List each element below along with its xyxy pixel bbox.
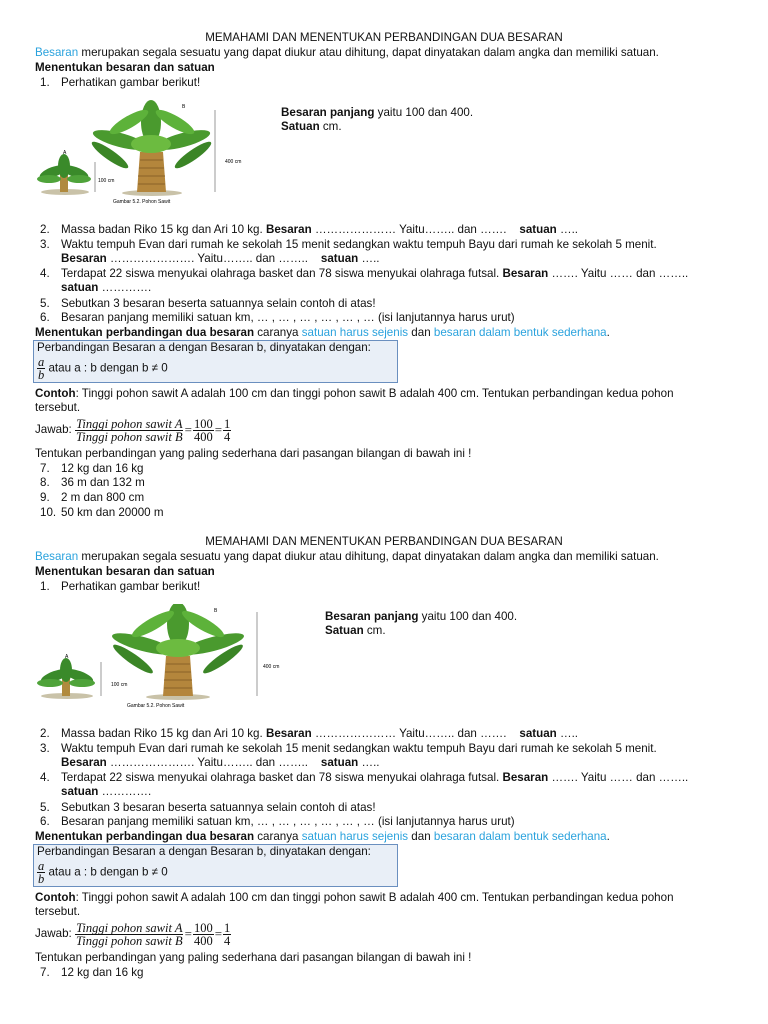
item-2: 2. Massa badan Riko 15 kg dan Ari 10 kg. Besaran ………………… Yaitu…….. dan ……. satuan ….. bbox=[40, 223, 579, 236]
exercise-item: 8. 36 m dan 132 m bbox=[40, 476, 145, 489]
intro-paragraph: Besaran merupakan segala sesuatu yang dapat diukur atau dihitung, dapat dinyatakan dalam angka dan memiliki satuan. bbox=[35, 550, 659, 563]
definition-box: Perbandingan Besaran a dengan Besaran b, dinyatakan dengan: $\frac{a}{b}$ atau a : b dengan b ≠ 0 bbox=[33, 844, 398, 887]
answer-line-1: Besaran panjang yaitu 100 dan 400. bbox=[281, 106, 474, 119]
intro-term: Besaran bbox=[35, 46, 79, 59]
page-title: MEMAHAMI DAN MENENTUKAN PERBANDINGAN DUA BESARAN bbox=[205, 31, 563, 44]
item-6: 6. Besaran panjang memiliki satuan km, … , … , … , … , … , … (isi lanjutannya harus urut) bbox=[40, 311, 515, 324]
item-4: 4. Terdapat 22 siswa menyukai olahraga basket dan 78 siswa menyukai olahraga futsal. Besaran ……. Yaitu …… dan …….. bbox=[40, 267, 689, 280]
answer-equation: Jawab: $\frac{\text{Tinggi pohon sawit A}}{\text{Tinggi pohon sawit B}}$ = $\frac{100}{400}$ = $\frac{1}{4}$ bbox=[35, 920, 231, 948]
item-4-cont: satuan …………. bbox=[61, 281, 152, 294]
item-1: 1. Perhatikan gambar berikut! bbox=[40, 76, 201, 89]
label-b: B bbox=[214, 608, 218, 614]
answer-equation: Jawab: $\frac{\text{Tinggi pohon sawit A}}{\text{Tinggi pohon sawit B}}$ = $\frac{100}{400}$ = $\frac{1}{4}$ bbox=[35, 416, 231, 444]
label-a: A bbox=[65, 654, 69, 660]
exercise-item: 7. 12 kg dan 16 kg bbox=[40, 966, 144, 979]
subheading: Menentukan besaran dan satuan bbox=[35, 565, 215, 578]
definition-box: Perbandingan Besaran a dengan Besaran b, dinyatakan dengan: $\frac{a}{b}$ atau a : b dengan b ≠ 0 bbox=[33, 340, 398, 383]
item-3: 3. Waktu tempuh Evan dari rumah ke sekolah 15 menit sedangkan waktu tempuh Bayu dari rumah ke sekolah 5 menit. bbox=[40, 742, 657, 755]
exercise-intro: Tentukan perbandingan yang paling sederhana dari pasangan bilangan di bawah ini ! bbox=[35, 951, 472, 964]
exercise-item: 10. 50 km dan 20000 m bbox=[40, 506, 164, 519]
dimension-b: 400 cm bbox=[225, 159, 242, 165]
item-4-cont: satuan …………. bbox=[61, 785, 152, 798]
exercise-item: 7. 12 kg dan 16 kg bbox=[40, 462, 144, 475]
item-1: 1. Perhatikan gambar berikut! bbox=[40, 580, 201, 593]
ratio-heading: Menentukan perbandingan dua besaran caranya satuan harus sejenis dan besaran dalam bentuk sederhana. bbox=[35, 326, 610, 339]
item-3-cont: Besaran …………………. Yaitu…….. dan …….. satuan ….. bbox=[61, 252, 380, 265]
example-cont: tersebut. bbox=[35, 905, 81, 918]
item-4: 4. Terdapat 22 siswa menyukai olahraga basket dan 78 siswa menyukai olahraga futsal. Besaran ……. Yaitu …… dan …….. bbox=[40, 771, 689, 784]
fraction-a-over-b: $\frac{a}{b}$ bbox=[38, 859, 45, 886]
example-cont: tersebut. bbox=[35, 401, 81, 414]
intro-paragraph: Besaran merupakan segala sesuatu yang dapat diukur atau dihitung, dapat dinyatakan dalam angka dan memiliki satuan. bbox=[35, 46, 659, 59]
page-title: MEMAHAMI DAN MENENTUKAN PERBANDINGAN DUA BESARAN bbox=[205, 535, 563, 548]
item-3-cont: Besaran …………………. Yaitu…….. dan …….. satuan ….. bbox=[61, 756, 380, 769]
answer-line-2: Satuan cm. bbox=[325, 624, 386, 637]
example: Contoh: Tinggi pohon sawit A adalah 100 cm dan tinggi pohon sawit B adalah 400 cm. Tentukan perbandingan kedua pohon bbox=[35, 891, 674, 904]
label-b: B bbox=[182, 104, 186, 110]
exercise-intro: Tentukan perbandingan yang paling sederhana dari pasangan bilangan di bawah ini ! bbox=[35, 447, 472, 460]
intro-term: Besaran bbox=[35, 550, 79, 563]
fraction-a-over-b: $\frac{a}{b}$ bbox=[38, 355, 45, 382]
item-2: 2. Massa badan Riko 15 kg dan Ari 10 kg. Besaran ………………… Yaitu…….. dan ……. satuan ….. bbox=[40, 727, 579, 740]
palm-tree-figure bbox=[35, 604, 295, 712]
worksheet-section-2 bbox=[0, 504, 768, 1024]
example: Contoh: Tinggi pohon sawit A adalah 100 cm dan tinggi pohon sawit B adalah 400 cm. Tentukan perbandingan kedua pohon bbox=[35, 387, 674, 400]
ratio-heading: Menentukan perbandingan dua besaran caranya satuan harus sejenis dan besaran dalam bentuk sederhana. bbox=[35, 830, 610, 843]
answer-line-1: Besaran panjang yaitu 100 dan 400. bbox=[325, 610, 518, 623]
item-3: 3. Waktu tempuh Evan dari rumah ke sekolah 15 menit sedangkan waktu tempuh Bayu dari rumah ke sekolah 5 menit. bbox=[40, 238, 657, 251]
dimension-a: 100 cm bbox=[111, 682, 128, 688]
dimension-b: 400 cm bbox=[263, 664, 280, 670]
item-5: 5. Sebutkan 3 besaran beserta satuannya selain contoh di atas! bbox=[40, 801, 376, 814]
answer-line-2: Satuan cm. bbox=[281, 120, 342, 133]
figure-caption: Gambar 5.2. Pohon Sawit bbox=[113, 199, 171, 205]
dimension-a: 100 cm bbox=[98, 178, 115, 184]
exercise-item: 9. 2 m dan 800 cm bbox=[40, 491, 145, 504]
item-6: 6. Besaran panjang memiliki satuan km, … , … , … , … , … , … (isi lanjutannya harus urut) bbox=[40, 815, 515, 828]
figure-caption: Gambar 5.2. Pohon Sawit bbox=[127, 703, 185, 709]
item-5: 5. Sebutkan 3 besaran beserta satuannya selain contoh di atas! bbox=[40, 297, 376, 310]
subheading: Menentukan besaran dan satuan bbox=[35, 61, 215, 74]
label-a: A bbox=[63, 150, 67, 156]
palm-tree-figure bbox=[35, 100, 250, 208]
